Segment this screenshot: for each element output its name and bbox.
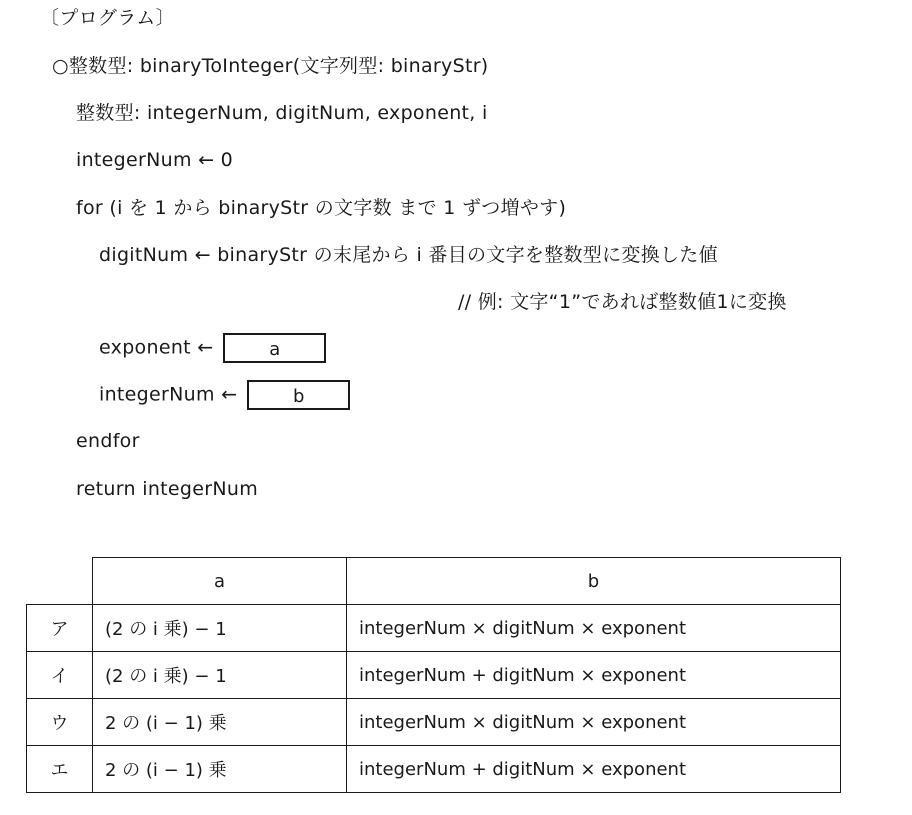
table-header-row (27, 558, 841, 605)
choice-key: エ (27, 746, 93, 793)
choice-key: ウ (27, 699, 93, 746)
choice-b-value: integerNum × digitNum × exponent (347, 699, 841, 746)
exponent-statement (99, 333, 326, 363)
table-row (27, 605, 841, 652)
return-statement: return integerNum (76, 478, 259, 500)
program-heading: 〔プログラム〕 (40, 7, 175, 29)
integer-prefix: integerNum ← (99, 383, 238, 406)
header-a: a (93, 558, 347, 605)
table-row (27, 699, 841, 746)
choice-a-value: (2 の i 乗) − 1 (93, 605, 347, 652)
for-statement: for (i を 1 から binaryStr の文字数 まで 1 ずつ増やす) (76, 197, 567, 219)
header-blank-cell (27, 558, 93, 605)
answer-choices-table (26, 557, 841, 793)
blank-a-box: a (223, 333, 326, 363)
choice-key: イ (27, 652, 93, 699)
function-signature: ○整数型: binaryToInteger(文字列型: binaryStr) (52, 55, 489, 77)
choice-b-value: integerNum + digitNum × exponent (347, 746, 841, 793)
choice-b-value: integerNum + digitNum × exponent (347, 652, 841, 699)
variable-declaration: 整数型: integerNum, digitNum, exponent, i (76, 102, 488, 124)
integer-update-statement (99, 380, 350, 410)
digit-statement: digitNum ← binaryStr の末尾から i 番目の文字を整数型に変換した値 (99, 244, 718, 266)
header-b: b (347, 558, 841, 605)
init-statement: integerNum ← 0 (76, 149, 234, 171)
choice-a-value: 2 の (i − 1) 乗 (93, 699, 347, 746)
choice-a-value: (2 の i 乗) − 1 (93, 652, 347, 699)
choice-b-value: integerNum × digitNum × exponent (347, 605, 841, 652)
choice-a-value: 2 の (i − 1) 乗 (93, 746, 347, 793)
exponent-prefix: exponent ← (99, 336, 214, 359)
choice-key: ア (27, 605, 93, 652)
endfor-statement: endfor (76, 430, 140, 452)
table-row (27, 652, 841, 699)
comment-line: // 例: 文字“1”であれば整数値1に変換 (458, 291, 787, 313)
blank-b-box: b (247, 380, 350, 410)
table-row (27, 746, 841, 793)
